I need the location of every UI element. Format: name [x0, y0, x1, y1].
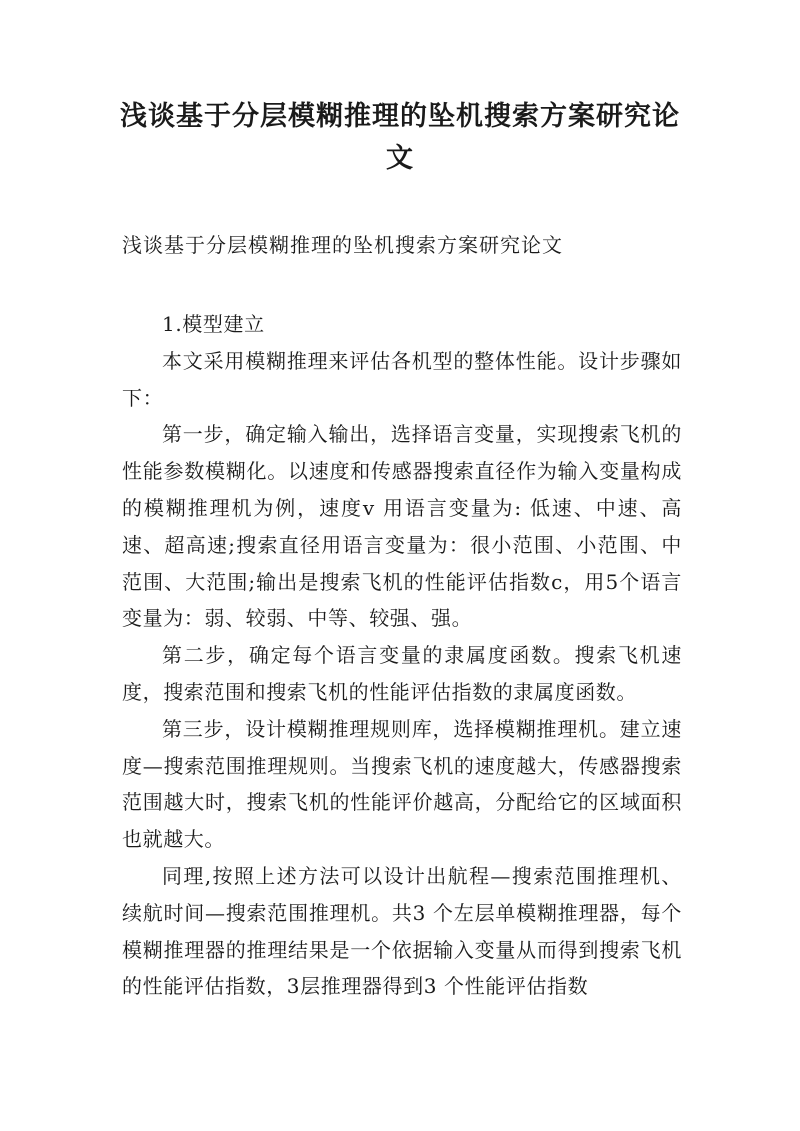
paragraph-step-one: 第一步，确定输入输出，选择语言变量，实现搜索飞机的性能参数模糊化。以速度和传感器搜索直径作为输入变量构成的模糊推理机为例，速度v 用语言变量为: 低速、中速、高速、超高速;搜索直径用语言变量为：很小范围、小范围、中范围、大范围;输出是搜索飞机的性能评估指数c，用5个语言变量为：弱、较弱、中等、较强、强。	[122, 422, 682, 631]
section-heading: 1.模型建立	[162, 312, 265, 336]
paragraph-intro: 本文采用模糊推理来评估各机型的整体性能。设计步骤如下：	[122, 348, 682, 410]
document-subtitle: 浅谈基于分层模糊推理的坠机搜索方案研究论文	[122, 233, 563, 257]
paragraph-step-three: 第三步，设计模糊推理规则库，选择模糊推理机。建立速度—搜索范围推理规则。当搜索飞机的速度越大，传感器搜索范围越大时，搜索飞机的性能评价越高，分配给它的区域面积也就越大。	[122, 716, 682, 852]
document-title: 浅谈基于分层模糊推理的坠机搜索方案研究论文	[120, 101, 680, 174]
paragraph-step-two: 第二步，确定每个语言变量的隶属度函数。搜索飞机速度，搜索范围和搜索飞机的性能评估指数的隶属度函数。	[122, 643, 682, 704]
paragraph-similarly: 同理,按照上述方法可以设计出航程—搜索范围推理机、续航时间—搜索范围推理机。共3 个左层单模糊推理器，每个模糊推理器的推理结果是一个依据输入变量从而得到搜索飞机的性能评估指数，3层推理器得到3 个性能评估指数	[122, 863, 682, 999]
document-body	[122, 306, 682, 1005]
